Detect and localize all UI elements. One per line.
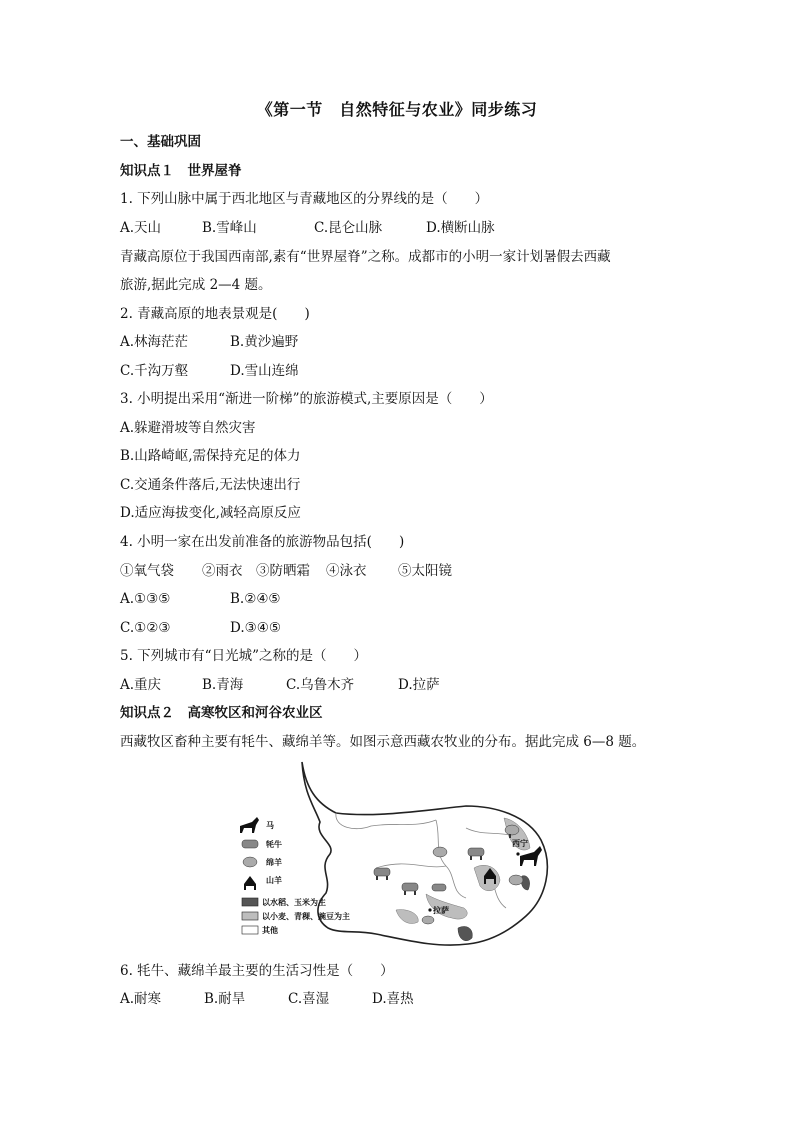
city-xining-label: 西宁 bbox=[512, 839, 528, 848]
passage-line-1: 青藏高原位于我国西南部,素有“世界屋脊”之称。成都市的小明一家计划暑假去西藏 bbox=[120, 249, 611, 265]
question-3-stem: 3. 小明提出采用“渐进一阶梯”的旅游模式,主要原因是（ ） bbox=[120, 391, 493, 407]
question-5-options bbox=[120, 676, 440, 694]
option: B.②④⑤ bbox=[230, 591, 281, 607]
goat-icon bbox=[244, 876, 256, 890]
question-4-options-row1 bbox=[120, 590, 281, 608]
sheep-icon bbox=[422, 916, 434, 924]
option: A.林海茫茫 bbox=[120, 334, 189, 350]
option: B.雪峰山 bbox=[202, 220, 257, 236]
option: C.喜湿 bbox=[288, 991, 330, 1007]
option: D.③④⑤ bbox=[230, 620, 281, 636]
option: D.雪山连绵 bbox=[230, 363, 299, 379]
question-4-items bbox=[120, 562, 452, 580]
question-6-options bbox=[120, 990, 414, 1008]
knowledge-point-2: 知识点２ 高寒牧区和河谷农业区 bbox=[120, 705, 323, 721]
item: ④泳衣 bbox=[326, 563, 367, 579]
item: ③防晒霜 bbox=[256, 563, 310, 579]
option: A.耐寒 bbox=[120, 991, 162, 1007]
legend-wheat-label: 以小麦、青稞、豌豆为主 bbox=[262, 912, 350, 921]
legend-rice-swatch bbox=[242, 898, 258, 906]
legend-horse-label: 马 bbox=[266, 821, 274, 830]
option: B.山路崎岖,需保持充足的体力 bbox=[120, 448, 301, 464]
city-dot bbox=[428, 908, 431, 911]
agriculture-map bbox=[236, 758, 556, 953]
option: C.交通条件落后,无法快速出行 bbox=[120, 477, 301, 493]
question-2-options-row2 bbox=[120, 362, 299, 380]
yak-icon bbox=[432, 884, 446, 891]
city-dot bbox=[516, 852, 519, 855]
option: B.耐旱 bbox=[204, 991, 246, 1007]
legend-rice-label: 以水稻、玉米为主 bbox=[262, 898, 326, 907]
question-1-stem: 1. 下列山脉中属于西北地区与青藏地区的分界线的是（ ） bbox=[120, 191, 489, 207]
sheep-icon bbox=[243, 857, 257, 867]
question-2-stem: 2. 青藏高原的地表景观是( ) bbox=[120, 306, 310, 322]
page-title: 《第一节 自然特征与农业》同步练习 bbox=[256, 100, 538, 119]
legend-goat-label: 山羊 bbox=[266, 876, 282, 885]
option: C.乌鲁木齐 bbox=[286, 677, 355, 693]
yak-icon bbox=[242, 840, 258, 848]
option: B.黄沙遍野 bbox=[230, 334, 299, 350]
option: C.昆仑山脉 bbox=[314, 220, 383, 236]
map-passage: 西藏牧区畜种主要有牦牛、藏绵羊等。如图示意西藏农牧业的分布。据此完成 6—8 题。 bbox=[120, 734, 646, 750]
question-4-stem: 4. 小明一家在出发前准备的旅游物品包括( ) bbox=[120, 534, 405, 550]
passage-line-2: 旅游,据此完成 2—4 题。 bbox=[120, 277, 272, 293]
option: B.青海 bbox=[202, 677, 244, 693]
legend-yak-label: 牦牛 bbox=[266, 840, 282, 849]
question-4-options-row2 bbox=[120, 619, 281, 637]
legend-sheep-label: 绵羊 bbox=[266, 858, 282, 867]
option: A.①③⑤ bbox=[120, 591, 171, 607]
sheep-icon bbox=[509, 875, 523, 885]
horse-icon bbox=[240, 817, 259, 833]
legend-wheat-swatch bbox=[242, 912, 258, 920]
sheep-icon bbox=[433, 847, 447, 857]
option: C.①②③ bbox=[120, 620, 171, 636]
knowledge-point-1: 知识点１ 世界屋脊 bbox=[120, 163, 242, 179]
question-5-stem: 5. 下列城市有“日光城”之称的是（ ） bbox=[120, 648, 367, 664]
city-lhasa-label: 拉萨 bbox=[433, 906, 449, 915]
option: A.重庆 bbox=[120, 677, 162, 693]
option: A.天山 bbox=[120, 220, 162, 236]
option: D.横断山脉 bbox=[426, 220, 495, 236]
option: A.躲避滑坡等自然灾害 bbox=[120, 420, 256, 436]
question-2-options-row1 bbox=[120, 333, 298, 351]
question-6-stem: 6. 牦牛、藏绵羊最主要的生活习性是（ ） bbox=[120, 963, 394, 979]
legend-other-label: 其他 bbox=[262, 926, 278, 935]
option: D.喜热 bbox=[372, 991, 414, 1007]
legend-other-swatch bbox=[242, 926, 258, 934]
question-1-options bbox=[120, 219, 495, 237]
map-svg bbox=[236, 758, 556, 953]
section-heading: 一、基础巩固 bbox=[120, 134, 201, 150]
option: D.适应海拔变化,减轻高原反应 bbox=[120, 505, 301, 521]
option: C.千沟万壑 bbox=[120, 363, 189, 379]
option: D.拉萨 bbox=[398, 677, 440, 693]
item: ①氧气袋 bbox=[120, 563, 174, 579]
item: ②雨衣 bbox=[202, 563, 243, 579]
item: ⑤太阳镜 bbox=[398, 563, 452, 579]
